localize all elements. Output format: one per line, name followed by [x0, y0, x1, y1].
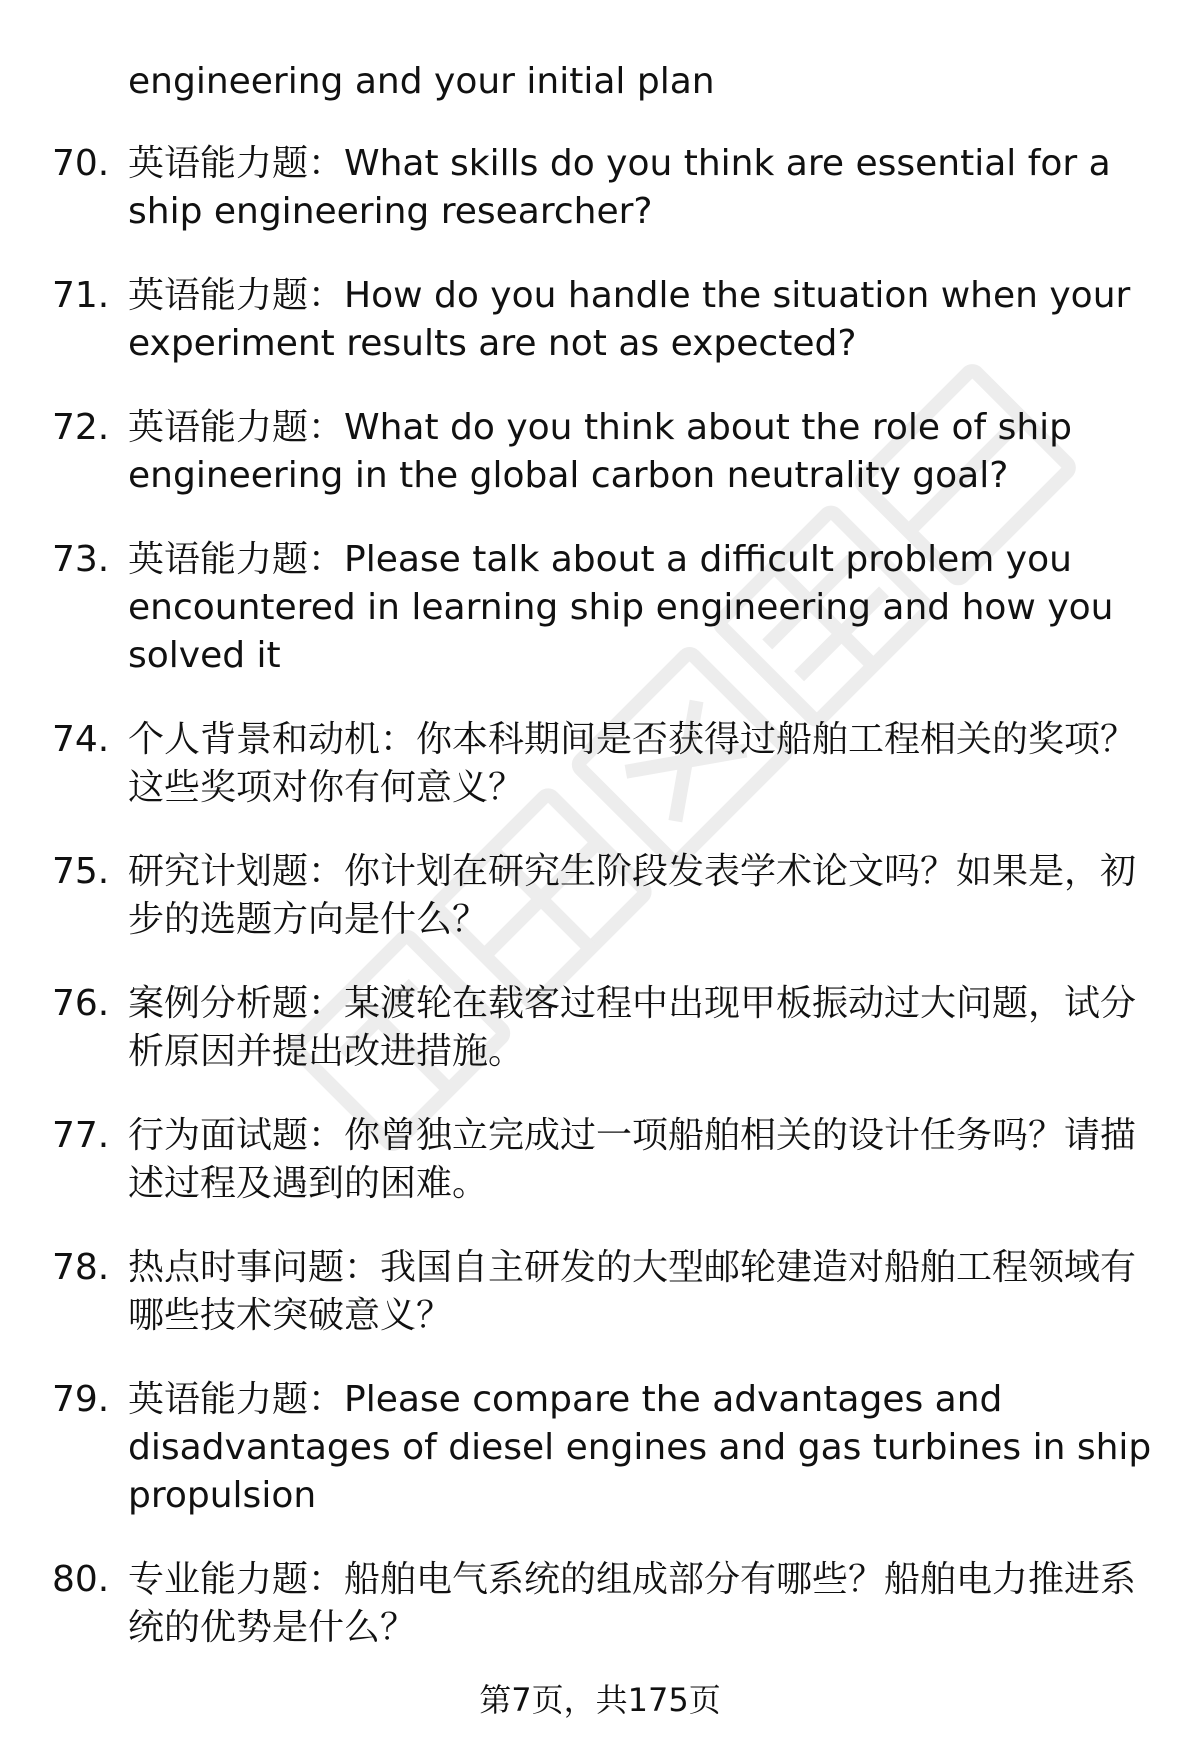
list-item — [0, 1112, 1200, 1208]
item-text: 个人背景和动机：你本科期间是否获得过船舶工程相关的奖项？这些奖项对你有何意义？ — [128, 719, 1137, 808]
carry-over-text: engineering and your initial plan — [128, 61, 715, 102]
item-text: 行为面试题：你曾独立完成过一项船舶相关的设计任务吗？请描述过程及遇到的困难。 — [128, 1115, 1137, 1204]
list-item — [0, 980, 1200, 1076]
list-item — [0, 536, 1200, 680]
item-text: 英语能力题：Please talk about a difficult problem you encountered in learning ship engineering and how you solved it — [128, 539, 1114, 676]
item-number: 70. — [52, 143, 110, 184]
list-item — [0, 1556, 1200, 1652]
list-item — [0, 272, 1200, 368]
item-text: 英语能力题：What skills do you think are essential for a ship engineering researcher? — [128, 143, 1111, 232]
item-text: 研究计划题：你计划在研究生阶段发表学术论文吗？如果是，初步的选题方向是什么？ — [128, 851, 1137, 940]
item-text: 英语能力题：What do you think about the role of ship engineering in the global carbon neutrality goal? — [128, 407, 1073, 496]
item-number: 79. — [52, 1379, 110, 1420]
item-number: 71. — [52, 275, 110, 316]
item-number: 77. — [52, 1115, 110, 1156]
page-footer: 第7页，共175页 — [479, 1681, 721, 1719]
item-text: 英语能力题：How do you handle the situation when your experiment results are not as expected? — [128, 275, 1131, 364]
list-item — [0, 1244, 1200, 1340]
item-text: 热点时事问题：我国自主研发的大型邮轮建造对船舶工程领域有哪些技术突破意义？ — [128, 1247, 1137, 1336]
item-number: 76. — [52, 983, 110, 1024]
item-text: 专业能力题：船舶电气系统的组成部分有哪些？船舶电力推进系统的优势是什么？ — [128, 1559, 1137, 1648]
item-text: 案例分析题：某渡轮在载客过程中出现甲板振动过大问题，试分析原因并提出改进措施。 — [128, 983, 1137, 1072]
list-item — [0, 140, 1200, 236]
list-item — [0, 1376, 1200, 1520]
item-number: 72. — [52, 407, 110, 448]
list-item — [0, 848, 1200, 944]
item-number: 74. — [52, 719, 110, 760]
question-list — [0, 140, 1200, 1688]
item-number: 75. — [52, 851, 110, 892]
list-item — [0, 716, 1200, 812]
item-number: 80. — [52, 1559, 110, 1600]
item-number: 73. — [52, 539, 110, 580]
item-text: 英语能力题：Please compare the advantages and disadvantages of diesel engines and gas turbines in ship propulsion — [128, 1379, 1152, 1516]
list-item — [0, 404, 1200, 500]
item-number: 78. — [52, 1247, 110, 1288]
